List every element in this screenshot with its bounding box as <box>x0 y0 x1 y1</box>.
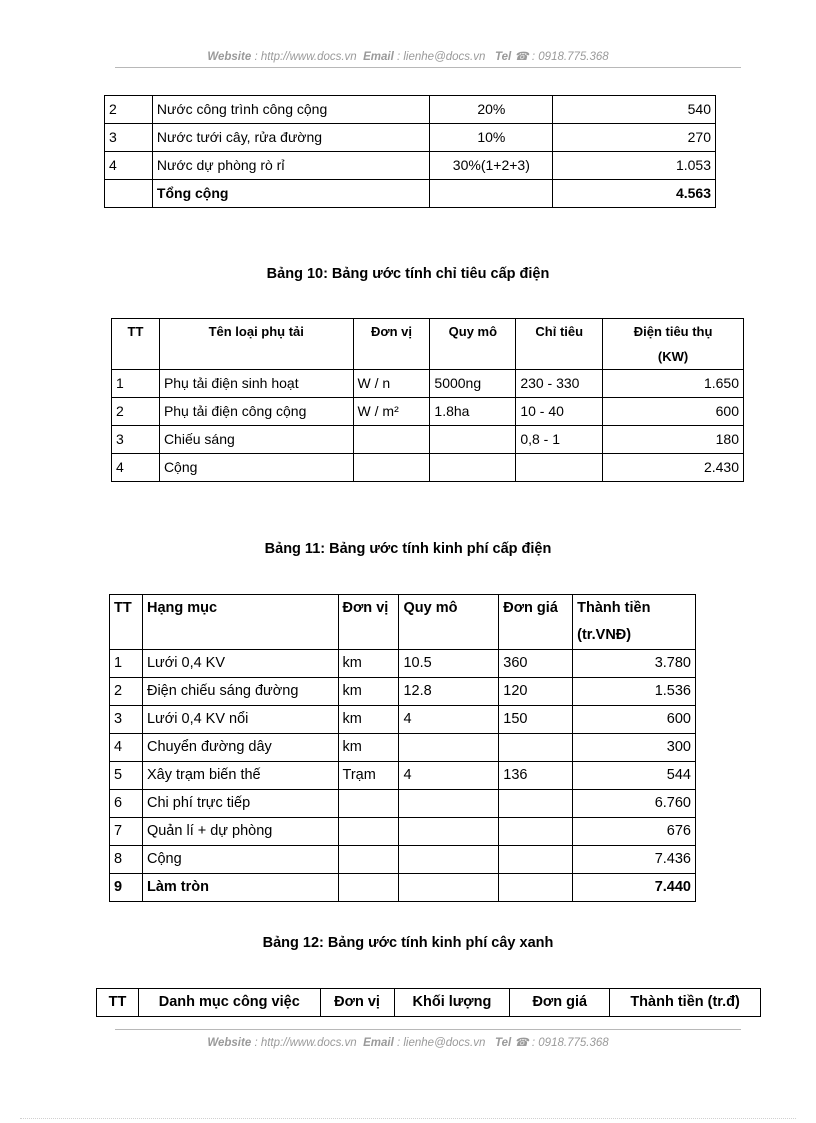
email-label: Email <box>363 1037 394 1049</box>
table-row: 2 Phụ tải điện công cộng W / m² 1.8ha 10 - 40 600 <box>112 398 744 426</box>
table-row: 1 Lưới 0,4 KV km 10.5 360 3.780 <box>110 650 696 678</box>
table-row: 4 Cộng 2.430 <box>112 454 744 482</box>
email-value[interactable]: : lienhe@docs.vn <box>396 1037 486 1049</box>
page-footer <box>0 1035 816 1049</box>
table-row: 3 Chiếu sáng 0,8 - 1 180 <box>112 426 744 454</box>
green-cost-table <box>96 988 761 1017</box>
table-11-caption: Bảng 11: Bảng ước tính kinh phí cấp điện <box>264 541 552 557</box>
table-12-caption: Bảng 12: Bảng ước tính kinh phí cây xanh <box>262 935 554 951</box>
table-row: 4 Chuyển đường dây km 300 <box>110 734 696 762</box>
table-row: 1 Phụ tải điện sinh hoạt W / n 5000ng 230 - 330 1.650 <box>112 370 744 398</box>
table-header-row: TT Danh mục công việc Đơn vị Khối lượng Đơn giá Thành tiền (tr.đ) <box>97 989 761 1017</box>
tel-label: Tel <box>494 1037 512 1049</box>
table-row: 8 Cộng 7.436 <box>110 846 696 874</box>
tel-label: Tel <box>494 51 512 63</box>
total-row: 9 Làm tròn 7.440 <box>110 874 696 902</box>
website-label: Website <box>207 1037 252 1049</box>
footer-rule <box>115 1029 741 1030</box>
email-value[interactable]: : lienhe@docs.vn <box>396 51 486 63</box>
table-row: 2 Điện chiếu sáng đường km 12.8 120 1.536 <box>110 678 696 706</box>
table-row: 3 Lưới 0,4 KV nổi km 4 150 600 <box>110 706 696 734</box>
website-value[interactable]: : http://www.docs.vn <box>254 1037 357 1049</box>
tel-value: ☎ : 0918.775.368 <box>514 51 609 63</box>
electric-cost-table <box>109 594 696 902</box>
table-row: 7 Quản lí + dự phòng 676 <box>110 818 696 846</box>
table-row: 5 Xây trạm biến thế Trạm 4 136 544 <box>110 762 696 790</box>
page-bottom-edge <box>20 1118 796 1119</box>
table-10-caption: Bảng 10: Bảng ước tính chỉ tiêu cấp điện <box>266 266 550 282</box>
water-table <box>104 95 716 208</box>
website-label: Website <box>207 51 252 63</box>
website-value[interactable]: : http://www.docs.vn <box>254 51 357 63</box>
tel-value: ☎ : 0918.775.368 <box>514 1037 609 1049</box>
header-rule <box>115 67 741 68</box>
table-row: 2 Nước công trình công cộng 20% 540 <box>105 96 716 124</box>
email-label: Email <box>363 51 394 63</box>
table-row: 6 Chi phí trực tiếp 6.760 <box>110 790 696 818</box>
page-header <box>0 49 816 63</box>
table-header-row: TT Hạng mục Đơn vị Quy mô Đơn giá Thành tiền (tr.VNĐ) <box>110 595 696 650</box>
total-row: Tổng cộng 4.563 <box>105 180 716 208</box>
electric-indicator-table <box>111 318 744 482</box>
table-row: 3 Nước tưới cây, rửa đường 10% 270 <box>105 124 716 152</box>
table-header-row: TT Tên loại phụ tải Đơn vị Quy mô Chỉ tiêu Điện tiêu thụ (KW) <box>112 319 744 370</box>
table-row: 4 Nước dự phòng rò rỉ 30%(1+2+3) 1.053 <box>105 152 716 180</box>
